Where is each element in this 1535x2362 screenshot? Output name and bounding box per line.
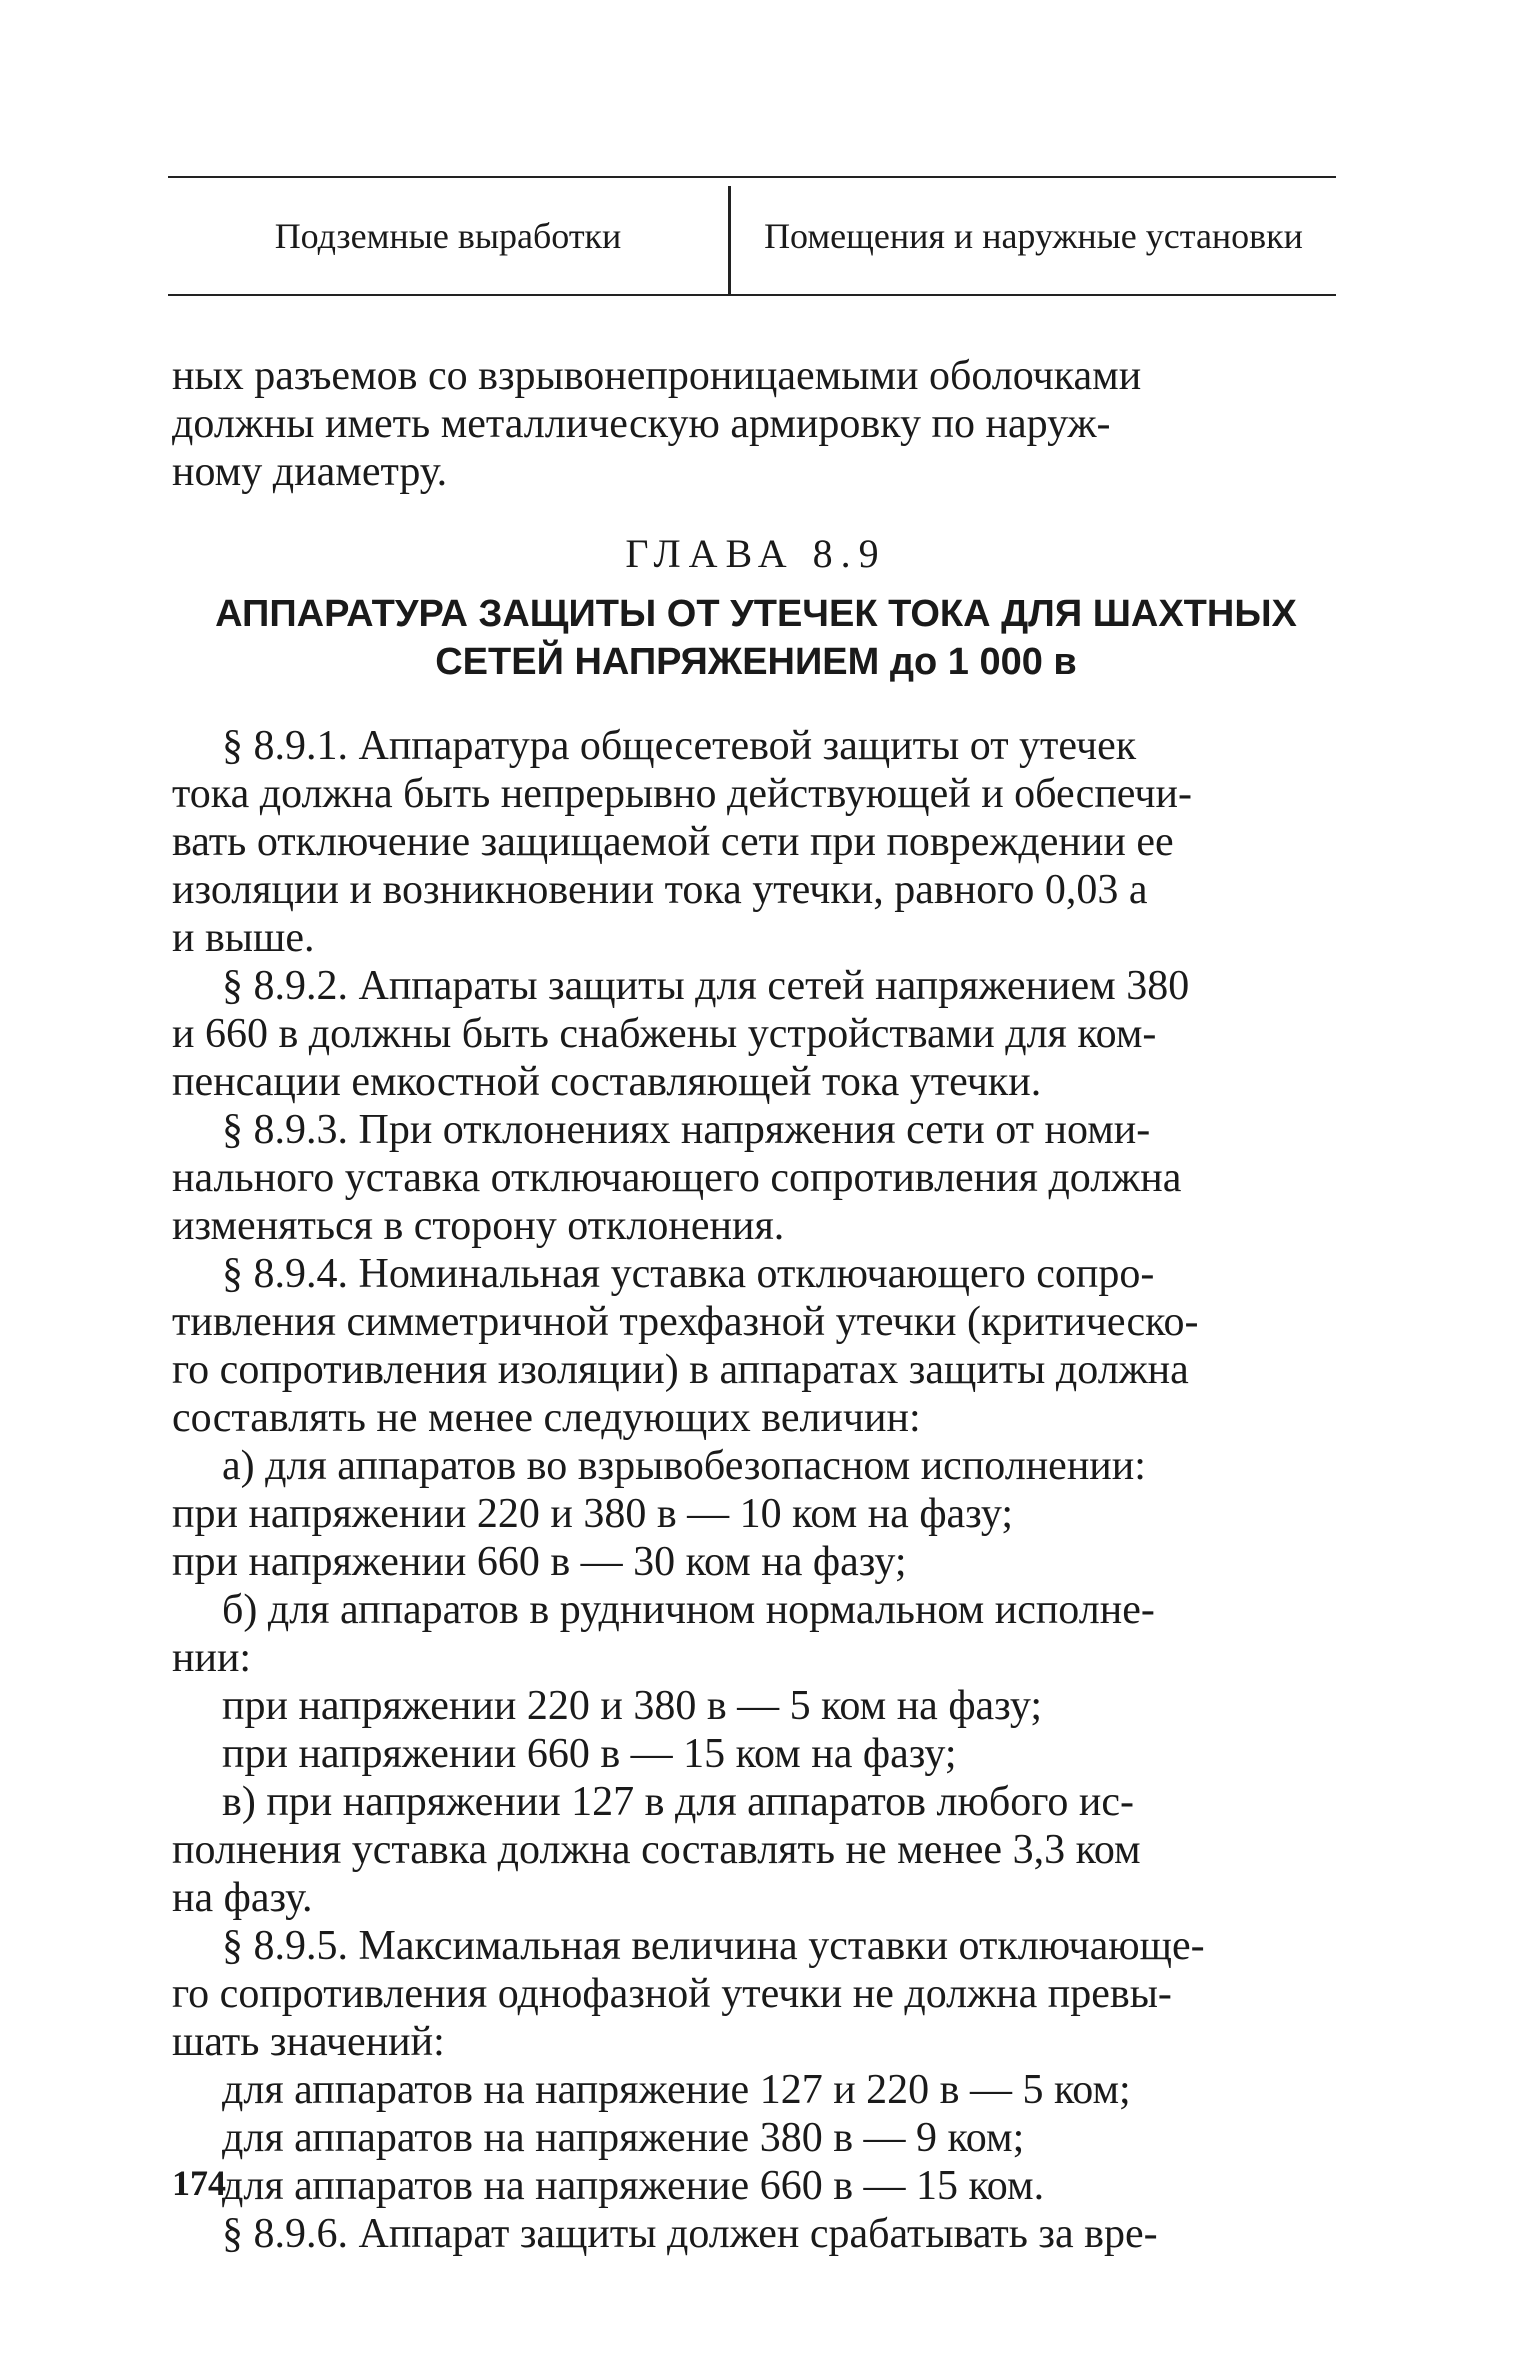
text-line: шать значений: bbox=[172, 2019, 445, 2065]
text-line: должны иметь металлическую армировку по наруж- bbox=[172, 401, 1111, 447]
text-line: для аппаратов на напряжение 660 в — 15 ком. bbox=[222, 2163, 1045, 2209]
text-line: пенсации емкостной составляющей тока утечки. bbox=[172, 1059, 1042, 1105]
text-line: § 8.9.4. Номинальная уставка отключающего сопро- bbox=[222, 1251, 1155, 1297]
intro-paragraph bbox=[172, 352, 1340, 496]
text-line: в) при напряжении 127 в для аппаратов любого ис- bbox=[222, 1779, 1135, 1825]
text-line: составлять не менее следующих величин: bbox=[172, 1395, 921, 1441]
text-line: при напряжении 660 в — 30 ком на фазу; bbox=[172, 1539, 907, 1585]
text-line: полнения уставка должна составлять не менее 3,3 ком bbox=[172, 1827, 1141, 1873]
text-line: тока должна быть непрерывно действующей и обеспечи- bbox=[172, 771, 1192, 817]
text-line: при напряжении 220 и 380 в — 5 ком на фазу; bbox=[222, 1683, 1043, 1729]
text-line: и выше. bbox=[172, 915, 315, 961]
text-line: го сопротивления изоляции) в аппаратах защиты должна bbox=[172, 1347, 1189, 1393]
text-line: б) для аппаратов в рудничном нормальном исполне- bbox=[222, 1587, 1155, 1633]
text-line: при напряжении 220 и 380 в — 10 ком на фазу; bbox=[172, 1491, 1014, 1537]
header-left-cell: Подземные выработки bbox=[274, 216, 622, 256]
text-line: тивления симметричной трехфазной утечки (критическо- bbox=[172, 1299, 1199, 1345]
chapter-label: ГЛАВА 8.9 bbox=[625, 531, 887, 576]
text-line: § 8.9.1. Аппаратура общесетевой защиты от утечек bbox=[222, 723, 1137, 769]
text-line: нального уставка отключающего сопротивления должна bbox=[172, 1155, 1182, 1201]
text-line: § 8.9.2. Аппараты защиты для сетей напряжением 380 bbox=[222, 963, 1190, 1009]
text-line: и 660 в должны быть снабжены устройствами для ком- bbox=[172, 1011, 1157, 1057]
chapter-title-line: СЕТЕЙ НАПРЯЖЕНИЕМ до 1 000 в bbox=[435, 641, 1077, 683]
text-line: § 8.9.3. При отклонениях напряжения сети от номи- bbox=[222, 1107, 1151, 1153]
chapter-title-line: АППАРАТУРА ЗАЩИТЫ ОТ УТЕЧЕК ТОКА ДЛЯ ШАХТНЫХ bbox=[215, 593, 1297, 635]
text-line: изменяться в сторону отклонения. bbox=[172, 1203, 785, 1249]
text-line: а) для аппаратов во взрывобезопасном исполнении: bbox=[222, 1443, 1146, 1489]
text-line: § 8.9.5. Максимальная величина уставки отключающе- bbox=[222, 1923, 1205, 1969]
text-line: вать отключение защищаемой сети при повреждении ее bbox=[172, 819, 1174, 865]
text-line: при напряжении 660 в — 15 ком на фазу; bbox=[222, 1731, 957, 1777]
text-line: для аппаратов на напряжение 380 в — 9 ком; bbox=[222, 2115, 1025, 2161]
text-line: изоляции и возникновении тока утечки, равного 0,03 а bbox=[172, 867, 1148, 913]
text-line: § 8.9.6. Аппарат защиты должен срабатывать за вре- bbox=[222, 2211, 1158, 2257]
header-right-cell: Помещения и наружные установки bbox=[764, 216, 1303, 256]
text-line: для аппаратов на напряжение 127 и 220 в — 5 ком; bbox=[222, 2067, 1131, 2113]
text-line: нии: bbox=[172, 1635, 252, 1681]
chapter-title bbox=[172, 590, 1340, 686]
running-header-table bbox=[168, 176, 1336, 296]
page-number: 174 bbox=[172, 2163, 226, 2203]
chapter-heading bbox=[172, 530, 1340, 577]
text-line: ных разъемов со взрывонепроницаемыми оболочками bbox=[172, 353, 1142, 399]
text-line: ному диаметру. bbox=[172, 449, 448, 495]
main-text bbox=[172, 722, 1340, 2258]
text-line: на фазу. bbox=[172, 1875, 313, 1921]
text-line: го сопротивления однофазной утечки не должна превы- bbox=[172, 1971, 1172, 2017]
